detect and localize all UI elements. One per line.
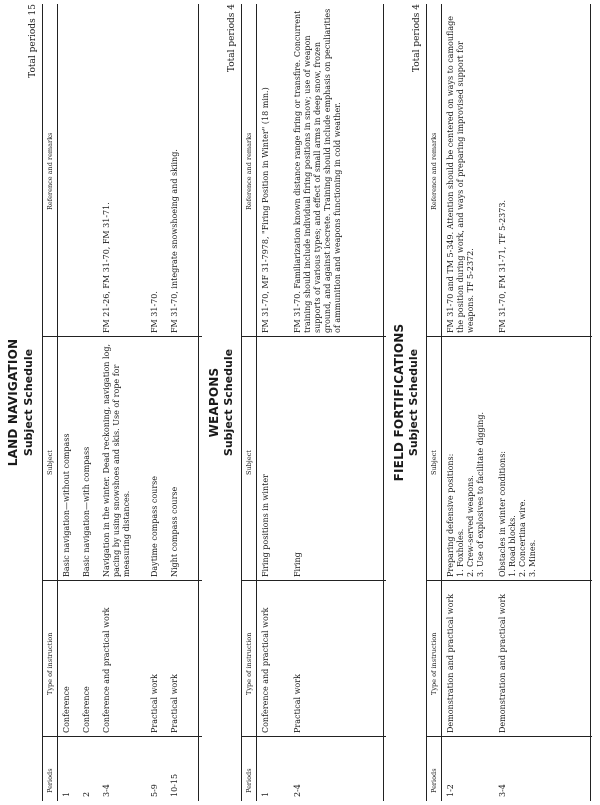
type-cell: Conference and practical work [102, 607, 111, 733]
col-divider [42, 580, 202, 581]
col-header-subject: Subject [245, 450, 253, 475]
type-cell: Practical work [293, 674, 302, 733]
table-header-rule [256, 4, 257, 801]
total-periods: Total periods 15 [28, 4, 38, 78]
period-cell: 3-4 [102, 784, 111, 797]
table-bottom-rule [590, 4, 591, 801]
list-item: 3.Mines. [528, 539, 537, 577]
reference-cell: FM 31-70. [150, 291, 159, 333]
subject-cell: Firing [293, 552, 302, 577]
subject-cell: Night compass course [170, 486, 179, 577]
table-bottom-rule [198, 4, 199, 801]
section-title: FIELD FORTIFICATIONS [392, 323, 406, 482]
reference-cell: FM 31-70 and TM 5-349. Attention should be centered on ways to camouflage the position during work, and ways of preparing improvised support for weapons. TF 5-2372. [446, 16, 475, 333]
list-item: 2.Concertina wire. [518, 499, 527, 577]
type-cell: Demonstration and practical work [446, 593, 455, 733]
reference-cell: FM 31-70. Familiarization known distance range firing or transfire. Concurrent training should include individual firing positions in snow; use of weapon supports of various types; and effect of small arms in deep snow, frozen ground, and against icecrete. Training should include emphasis on peculiarities of ammunition and weapons functioning in cold weather. [293, 8, 342, 333]
section-subtitle: Subject Schedule [22, 348, 35, 457]
subject-heading: Preparing defensive positions: [446, 453, 455, 577]
field-fortifications-section [390, 0, 600, 805]
col-header-periods: Periods [430, 768, 438, 793]
col-header-periods: Periods [245, 768, 253, 793]
col-header-reference: Reference and remarks [245, 132, 253, 210]
table-top-rule [42, 4, 43, 801]
list-item: 1.Foxholes. [456, 528, 465, 577]
col-divider [426, 580, 592, 581]
total-periods: Total periods 4 [412, 4, 422, 73]
type-cell: Practical work [150, 674, 159, 733]
col-divider [241, 580, 386, 581]
type-cell: Conference [62, 686, 71, 733]
period-cell: 2-4 [293, 784, 302, 797]
list-item: 2.Crew-served weapons. [466, 475, 475, 577]
col-header-type: Type of instruction [46, 632, 54, 695]
subject-list [508, 337, 538, 577]
subject-heading: Obstacles in winter conditions: [498, 451, 507, 577]
period-cell: 1 [62, 791, 71, 797]
subject-list [456, 337, 486, 577]
section-subtitle: Subject Schedule [222, 348, 235, 457]
period-cell: 1-2 [446, 784, 455, 797]
col-header-periods: Periods [46, 768, 54, 793]
period-cell: 5-9 [150, 784, 159, 797]
subject-cell [446, 337, 486, 577]
total-periods: Total periods 4 [227, 4, 237, 73]
table-top-rule [241, 4, 242, 801]
weapons-section [205, 0, 390, 805]
reference-cell: FM 31-70, FM 31-71, TF 5-2373. [498, 200, 507, 333]
section-title: LAND NAVIGATION [6, 338, 20, 467]
list-item: 3.Use of explosives to facilitate digging. [476, 412, 485, 577]
col-header-subject: Subject [430, 450, 438, 475]
section-title: WEAPONS [207, 367, 221, 438]
reference-cell: FM 31-70, integrate snowshoeing and skiing. [170, 149, 179, 333]
period-cell: 10-15 [170, 773, 179, 797]
table-header-rule [441, 4, 442, 801]
col-header-reference: Reference and remarks [46, 132, 54, 210]
period-cell: 3-4 [498, 784, 507, 797]
period-cell: 2 [82, 791, 91, 797]
subject-cell: Basic navigation—without compass [62, 433, 71, 577]
subject-cell [498, 337, 538, 577]
type-cell: Conference [82, 686, 91, 733]
table-bottom-rule [383, 4, 384, 801]
table-header-rule [57, 4, 58, 801]
land-navigation-section [0, 0, 205, 805]
reference-cell: FM 21-26, FM 31-70, FM 31-71. [102, 202, 111, 333]
subject-cell: Basic navigation—with compass [82, 446, 91, 577]
list-item: 1.Road blocks. [508, 515, 517, 577]
col-header-subject: Subject [46, 450, 54, 475]
type-cell: Demonstration and practical work [498, 593, 507, 733]
subject-cell: Daytime compass course [150, 476, 159, 577]
section-subtitle: Subject Schedule [407, 348, 420, 457]
type-cell: Practical work [170, 674, 179, 733]
col-header-type: Type of instruction [430, 632, 438, 695]
table-top-rule [426, 4, 427, 801]
type-cell: Conference and practical work [261, 607, 270, 733]
col-header-type: Type of instruction [245, 632, 253, 695]
col-header-reference: Reference and remarks [430, 132, 438, 210]
subject-cell: Firing positions in winter [261, 474, 270, 577]
reference-cell: FM 31-70, MF 31-7978, "Firing Position in Winter" (18 min.) [261, 87, 270, 333]
period-cell: 1 [261, 791, 270, 797]
subject-cell: Navigation in the winter. Dead reckoning, navigation log, pacing by using snowshoes and skis. Use of rope for measuring distances. [102, 343, 131, 577]
